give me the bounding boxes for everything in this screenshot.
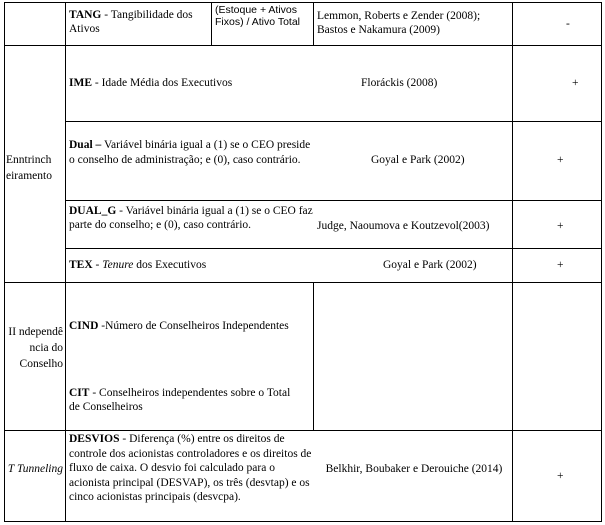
col-sep-formula-right: [313, 2, 314, 45]
row-sep-ime: [65, 121, 602, 122]
dual-sign: +: [557, 154, 564, 166]
group-tunneling-label: T Tunneling: [7, 463, 63, 475]
desvios-references: Belkhir, Boubaker e Derouiche (2014): [325, 463, 503, 475]
table-border-left: [4, 2, 5, 522]
tex-sign: +: [557, 259, 564, 271]
cind-description: CIND -Número de Conselheiros Independentes: [69, 320, 289, 332]
row-sep-dualg: [65, 248, 602, 249]
cit-description: CIT - Conselheiros independentes sobre o Total de Conselheiros: [69, 387, 291, 413]
ime-references: Floráckis (2008): [361, 77, 438, 89]
tang-references: Lemmon, Roberts e Zender (2008); Bastos e Nakamura (2009): [317, 10, 481, 36]
dual-references: Goyal e Park (2002): [371, 154, 465, 166]
tang-sign: -: [566, 18, 570, 30]
group-independence-label: II ndependê ncia do Conselho: [8, 326, 63, 370]
table-border-right: [601, 2, 602, 522]
col-sep-refs-indep: [313, 282, 314, 430]
dual-description: Dual – Variável binária igual a (1) se o CEO preside o conselho de administração; e (0), caso contrário.: [69, 139, 311, 166]
dualg-description: DUAL_G - Variável binária igual a (1) se o CEO faz parte do conselho; e (0), caso contrário.: [69, 205, 313, 231]
col-sep-formula-left: [211, 2, 212, 45]
col-sep-sign: [512, 2, 513, 522]
col-sep-group: [65, 2, 66, 522]
row-sep-independence: [4, 430, 602, 431]
dualg-sign: +: [557, 220, 564, 232]
tex-description: TEX - Tenure dos Executivos: [69, 259, 207, 271]
group-entrenchment-label: Enntrinch eiramento: [6, 154, 52, 182]
ime-description: IME - Idade Média dos Executivos: [69, 77, 233, 89]
ime-sign: +: [572, 77, 579, 89]
row-sep-dual: [65, 200, 602, 201]
tang-formula: (Estoque + Ativos Fixos) / Ativo Total: [215, 4, 301, 28]
tang-description: TANG - Tangibilidade dos Ativos: [69, 9, 193, 35]
desvios-sign: +: [557, 470, 564, 482]
row-sep-entrenchment: [4, 282, 602, 283]
dualg-references: Judge, Naoumova e Koutzevol(2003): [317, 220, 490, 232]
desvios-description: DESVIOS - Diferença (%) entre os direitos de controle dos acionistas controladores e os direitos de fluxo de caixa. O desvio foi calculado para o acionista principal (DESVAP), os três (desvtap) e os cinco acionistas principais (desvcpa).: [69, 433, 312, 503]
tex-references: Goyal e Park (2002): [383, 259, 477, 271]
row-sep-tang: [4, 45, 602, 46]
